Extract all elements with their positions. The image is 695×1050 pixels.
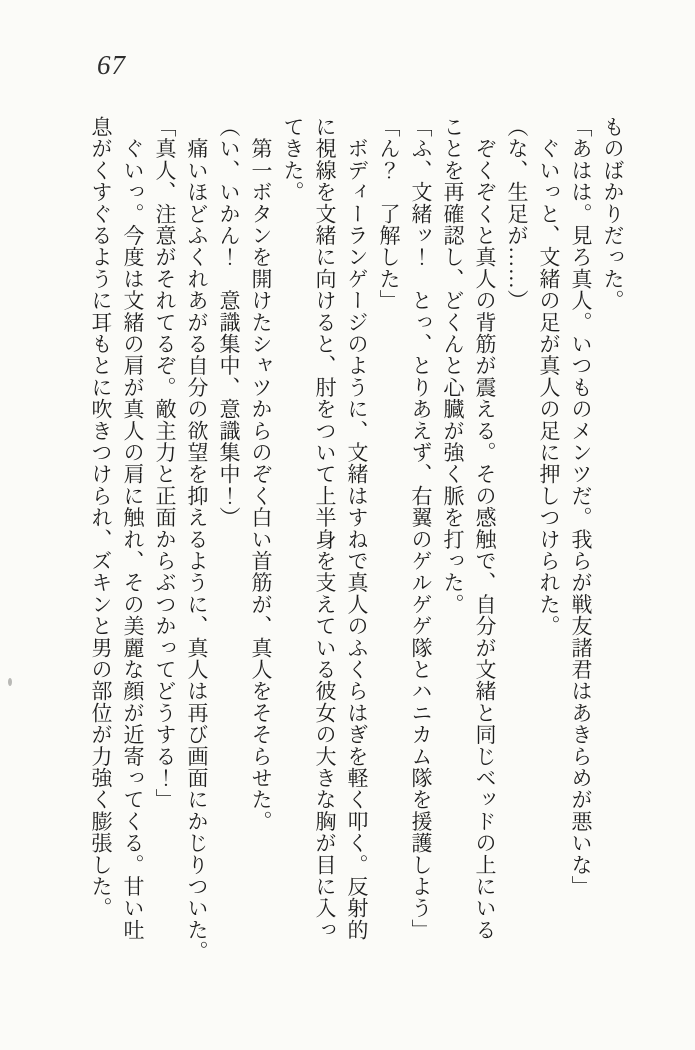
scan-speck — [8, 678, 12, 686]
text-column: てきた。 — [281, 116, 305, 203]
text-column: ぞくぞくと真人の背筋が震える。その感触で、自分が文緒と同じベッドの上にいる — [473, 116, 497, 941]
text-columns — [81, 116, 629, 976]
text-column: 「ん？ 了解した」 — [377, 116, 401, 312]
text-column: 「ふ、文緒ッ！ とっ、とりあえず、右翼のゲルゲゲ隊とハニカム隊を援護しよう」 — [409, 116, 433, 941]
text-column: （な、生足が……） — [505, 116, 529, 312]
text-column: 「真人、注意がそれてるぞ。敵主力と正面からぶつかってどうする！」 — [153, 116, 177, 811]
text-column: 痛いほどふくれあがる自分の欲望を抑えるように、真人は再び画面にかじりついた。 — [185, 116, 209, 963]
text-column: ボディーランゲージのように、文緒はすねで真人のふくらはぎを軽く叩く。反射的 — [345, 116, 369, 941]
text-column: ぐいっ。今度は文緒の肩が真人の肩に触れ、その美麗な顔が近寄ってくる。甘い吐 — [121, 116, 145, 941]
text-column: ぐいっと、文緒の足が真人の足に押しつけられた。 — [537, 116, 561, 637]
text-column: 「あはは。見ろ真人。いつものメンツだ。我らが戦友諸君はあきらめが悪いな」 — [569, 116, 593, 898]
page-number: 67 — [97, 50, 126, 80]
text-column: ものばかりだった。 — [601, 116, 625, 312]
text-column: （い、いかん！ 意識集中、意識集中！） — [217, 116, 241, 529]
text-column: に視線を文緒に向けると、肘をついて上半身を支えている彼女の大きな胸が目に入っ — [313, 116, 337, 941]
text-column: 息がくすぐるように耳もとに吹きつけられ、ズキンと男の部位が力強く膨張した。 — [89, 116, 113, 919]
text-column: 第一ボタンを開けたシャツからのぞく白い首筋が、真人をそそらせた。 — [249, 116, 273, 833]
text-column: ことを再確認し、どくんと心臓が強く脈を打った。 — [441, 116, 465, 616]
